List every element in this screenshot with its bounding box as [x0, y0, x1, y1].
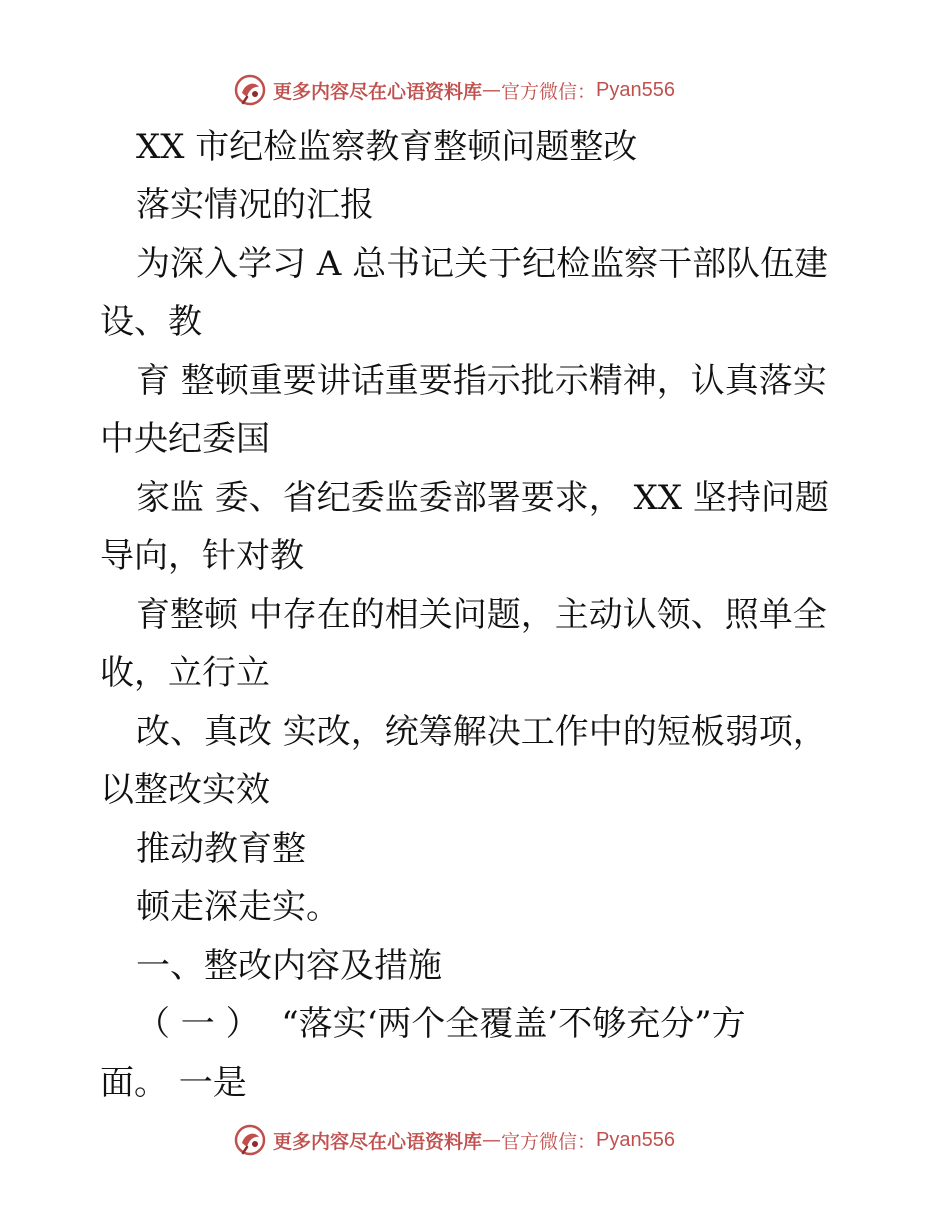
banner-separator: — [482, 1129, 502, 1151]
paragraph-line: 中央纪委国 [100, 419, 270, 459]
header-watermark-banner [233, 72, 675, 108]
banner-wechat-id: Pyan556 [596, 78, 675, 101]
paragraph-line: 育 整顿重要讲话重要指示批示精神，认真落实 [136, 361, 827, 401]
banner-separator: — [482, 79, 502, 101]
banner-main-text: 更多内容尽在心语资料库 [273, 80, 483, 103]
subsection-heading: （ 一 ） “落实‘两个全覆盖’不够充分”方 [136, 1004, 746, 1044]
document-title-line-1: XX 市纪检监察教育整顿问题整改 [136, 127, 638, 167]
paragraph-line: 育整顿 中存在的相关问题，主动认领、照单全 [136, 595, 827, 635]
brand-logo-icon [233, 1123, 267, 1157]
paragraph-line: 家监 委、省纪委监委部署要求， XX 坚持问题 [136, 478, 829, 518]
document-title-line-2: 落实情况的汇报 [136, 185, 374, 225]
paragraph-line: 面。 一是 [100, 1063, 247, 1103]
banner-main-text: 更多内容尽在心语资料库 [273, 1130, 483, 1153]
paragraph-line: 导向，针对教 [100, 536, 304, 576]
brand-logo-icon [233, 73, 267, 107]
section-heading: 一、整改内容及措施 [136, 946, 442, 986]
footer-watermark-banner [233, 1122, 675, 1158]
paragraph-line: 收，立行立 [100, 653, 270, 693]
paragraph-line: 设、教 [100, 302, 202, 342]
paragraph-line: 为深入学习 A 总书记关于纪检监察干部队伍建 [136, 244, 829, 284]
paragraph-line: 顿走深走实。 [136, 887, 340, 927]
paragraph-line: 以整改实效 [100, 770, 270, 810]
banner-wechat-label: 官方微信： [501, 1130, 597, 1153]
paragraph-line: 推动教育整 [136, 829, 306, 869]
paragraph-line: 改、真改 实改，统筹解决工作中的短板弱项， [136, 712, 827, 752]
banner-wechat-label: 官方微信： [501, 80, 597, 103]
banner-wechat-id: Pyan556 [596, 1128, 675, 1151]
